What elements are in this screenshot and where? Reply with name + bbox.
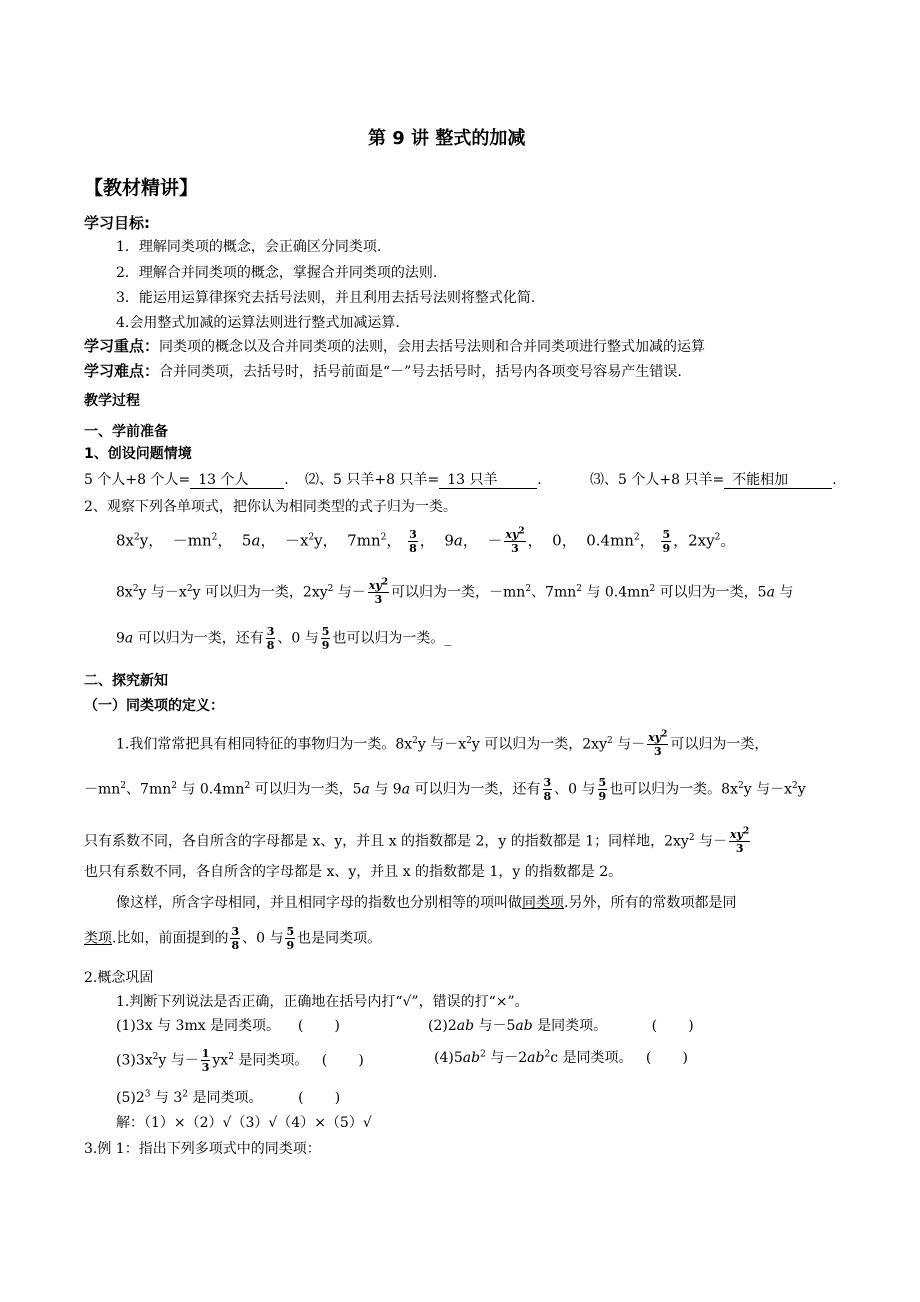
- fraction-3-8: $\frac{3}{8}$: [231, 925, 240, 952]
- question-2: 2、观察下列各单项式，把你认为相同类型的式子归为一类。: [84, 499, 457, 515]
- judge-item-3: $(3)3x^2y$ 与－ $\frac{1}{3}$ $yx^2$ 是同类项。 ( ): [116, 1047, 364, 1074]
- process-heading: 教学过程: [84, 393, 140, 409]
- fraction-5-9: $\frac{5}{9}$: [598, 776, 607, 803]
- goal-item: 2．理解合并同类项的概念，掌握合并同类项的法则.: [116, 265, 438, 281]
- definition-line-6: 类项.比如，前面提到的 $\frac{3}{8}$ 、0 与 $\frac{5}{9}$ 也是同类项。: [84, 925, 382, 952]
- part2-heading: 二、探究新知: [84, 673, 168, 689]
- term-underline: 同类项: [522, 895, 564, 911]
- answer-1c: 不能相加: [724, 472, 832, 489]
- section-header: 【教材精讲】: [84, 177, 199, 199]
- definition-line-4: 也只有系数不同，各自所含的字母都是 x、y，并且 x 的指数都是 1，y 的指数都是 2。: [84, 864, 623, 880]
- fraction-5-9: $\frac{5}{9}$: [286, 925, 295, 952]
- key-points: [84, 335, 705, 356]
- consolidate-heading: 2.概念巩固: [84, 970, 154, 986]
- difficulties-label: 学习难点：: [84, 362, 160, 380]
- consolidate-question: 1.判断下列说法是否正确，正确地在括号内打“√”，错误的打“×”。: [116, 994, 529, 1010]
- fraction-5-9: $\frac{5}{9}$: [662, 528, 671, 555]
- goal-item: 1．理解同类项的概念，会正确区分同类项.: [116, 239, 382, 255]
- fraction-3-8: $\frac{3}{8}$: [543, 776, 552, 803]
- question-1c: ⑶、5 个人+8 只羊= 不能相加 .: [590, 472, 837, 488]
- goals-heading: 学习目标:: [84, 214, 151, 232]
- definition-line-5: 像这样，所含字母相同，并且相同字母的指数也分别相等的项叫做同类项.另外，所有的常数项都是同: [116, 895, 737, 911]
- part2-sub1: （一）同类项的定义：: [84, 698, 224, 714]
- grouping-line-1: $8x^2y$ 与$-x^2y$ 可以归为一类，$2xy^2$ 与－ $\frac{xy^2}{3}$ 可以归为一类，$-mn^2$、$7mn^2$ 与 $0.4mn^2$ 可以归为一类，5a 与: [116, 577, 794, 606]
- answer-line: 解：（1）×（2）√（3）√（4）×（5）√: [116, 1115, 372, 1131]
- fraction-xy2-3: $\frac{xy^2}{3}$: [730, 826, 750, 855]
- fraction-xy2-3: $\frac{xy^2}{3}$: [368, 577, 389, 606]
- goal-item: 4.会用整式加减的运算法则进行整式加减运算.: [116, 315, 400, 331]
- key-points-text: 同类项的概念以及合并同类项的法则，会用去括号法则和合并同类项进行整式加减的运算: [159, 339, 706, 355]
- answer-1a: 13 个人: [190, 472, 284, 489]
- difficulties-text: 合并同类项，去括号时，括号前面是“－”号去括号时，括号内各项变号容易产生错误.: [159, 364, 682, 380]
- goal-item: 3．能运用运算律探究去括号法则，并且利用去括号法则将整式化简.: [116, 290, 536, 306]
- part1-heading: 一、学前准备: [84, 424, 168, 440]
- key-points-label: 学习重点：: [84, 337, 160, 355]
- grouping-line-2: 9a 可以归为一类，还有 $\frac{3}{8}$ 、0 与 $\frac{5}{9}$ 也可以归为一类。_: [116, 625, 452, 652]
- fraction-3-8: $\frac{3}{8}$: [409, 528, 417, 555]
- term-underline-2: 类项: [84, 930, 112, 947]
- difficulties: [84, 360, 682, 381]
- part1-sub1: 1、创设问题情境: [84, 446, 192, 462]
- judge-item-2: (2)2ab 与－5ab 是同类项。 ( ): [428, 1018, 694, 1034]
- definition-line-3: 只有系数不同，各自所含的字母都是 x、y，并且 x 的指数都是 2，y 的指数都是 1；同样地，$2xy^2$ 与－ $\frac{xy^2}{3}$: [84, 826, 750, 855]
- fraction-5-9: $\frac{5}{9}$: [321, 625, 330, 652]
- judge-item-4: $(4)5ab^2$ 与$-2ab^2c$ 是同类项。 ( ): [434, 1049, 688, 1066]
- monomial-list: $8x^2y$， $-mn^2$， 5a， $-x^2y$， $7mn^2$， $\frac{3}{8}$ ， 9a， － $\frac{xy^2}{3}$ ， 0， $0.4mn^2$， $\frac{5}{9}$ ，$2xy^2$。: [116, 526, 736, 555]
- fraction-xy2-3: $\frac{xy^2}{3}$: [648, 729, 668, 758]
- answer-1b: 13 只羊: [439, 472, 537, 489]
- fraction-1-3: $\frac{1}{3}$: [201, 1047, 210, 1074]
- question-1b: ⑵、5 只羊+8 只羊= 13 只羊 .: [305, 472, 542, 488]
- example-1: 3.例 1：指出下列多项式中的同类项：: [84, 1141, 321, 1157]
- definition-line-2: $-mn^2$、$7mn^2$ 与 $0.4mn^2$ 可以归为一类，5a 与 9a 可以归为一类，还有 $\frac{3}{8}$ 、0 与 $\frac{5}{9}$ 也可以归为一类。$8x^2y$ 与$-x^2y$: [84, 776, 806, 803]
- judge-item-5: $(5)2^3$ 与 $3^2$ 是同类项。 ( ): [116, 1089, 341, 1106]
- definition-line-1: 1.我们常常把具有相同特征的事物归为一类。$8x^2y$ 与$-x^2y$ 可以归为一类，$2xy^2$ 与－ $\frac{xy^2}{3}$ 可以归为一类，: [116, 729, 769, 758]
- fraction-3-8: $\frac{3}{8}$: [266, 625, 275, 652]
- page-title: 第 9 讲 整式的加减: [368, 128, 526, 149]
- judge-item-1: (1)3x 与 3mx 是同类项。 ( ): [116, 1018, 340, 1034]
- question-1a: 5 个人+8 个人= 13 个人 .: [84, 472, 289, 488]
- fraction-xy2-3: $\frac{xy^2}{3}$: [505, 526, 525, 555]
